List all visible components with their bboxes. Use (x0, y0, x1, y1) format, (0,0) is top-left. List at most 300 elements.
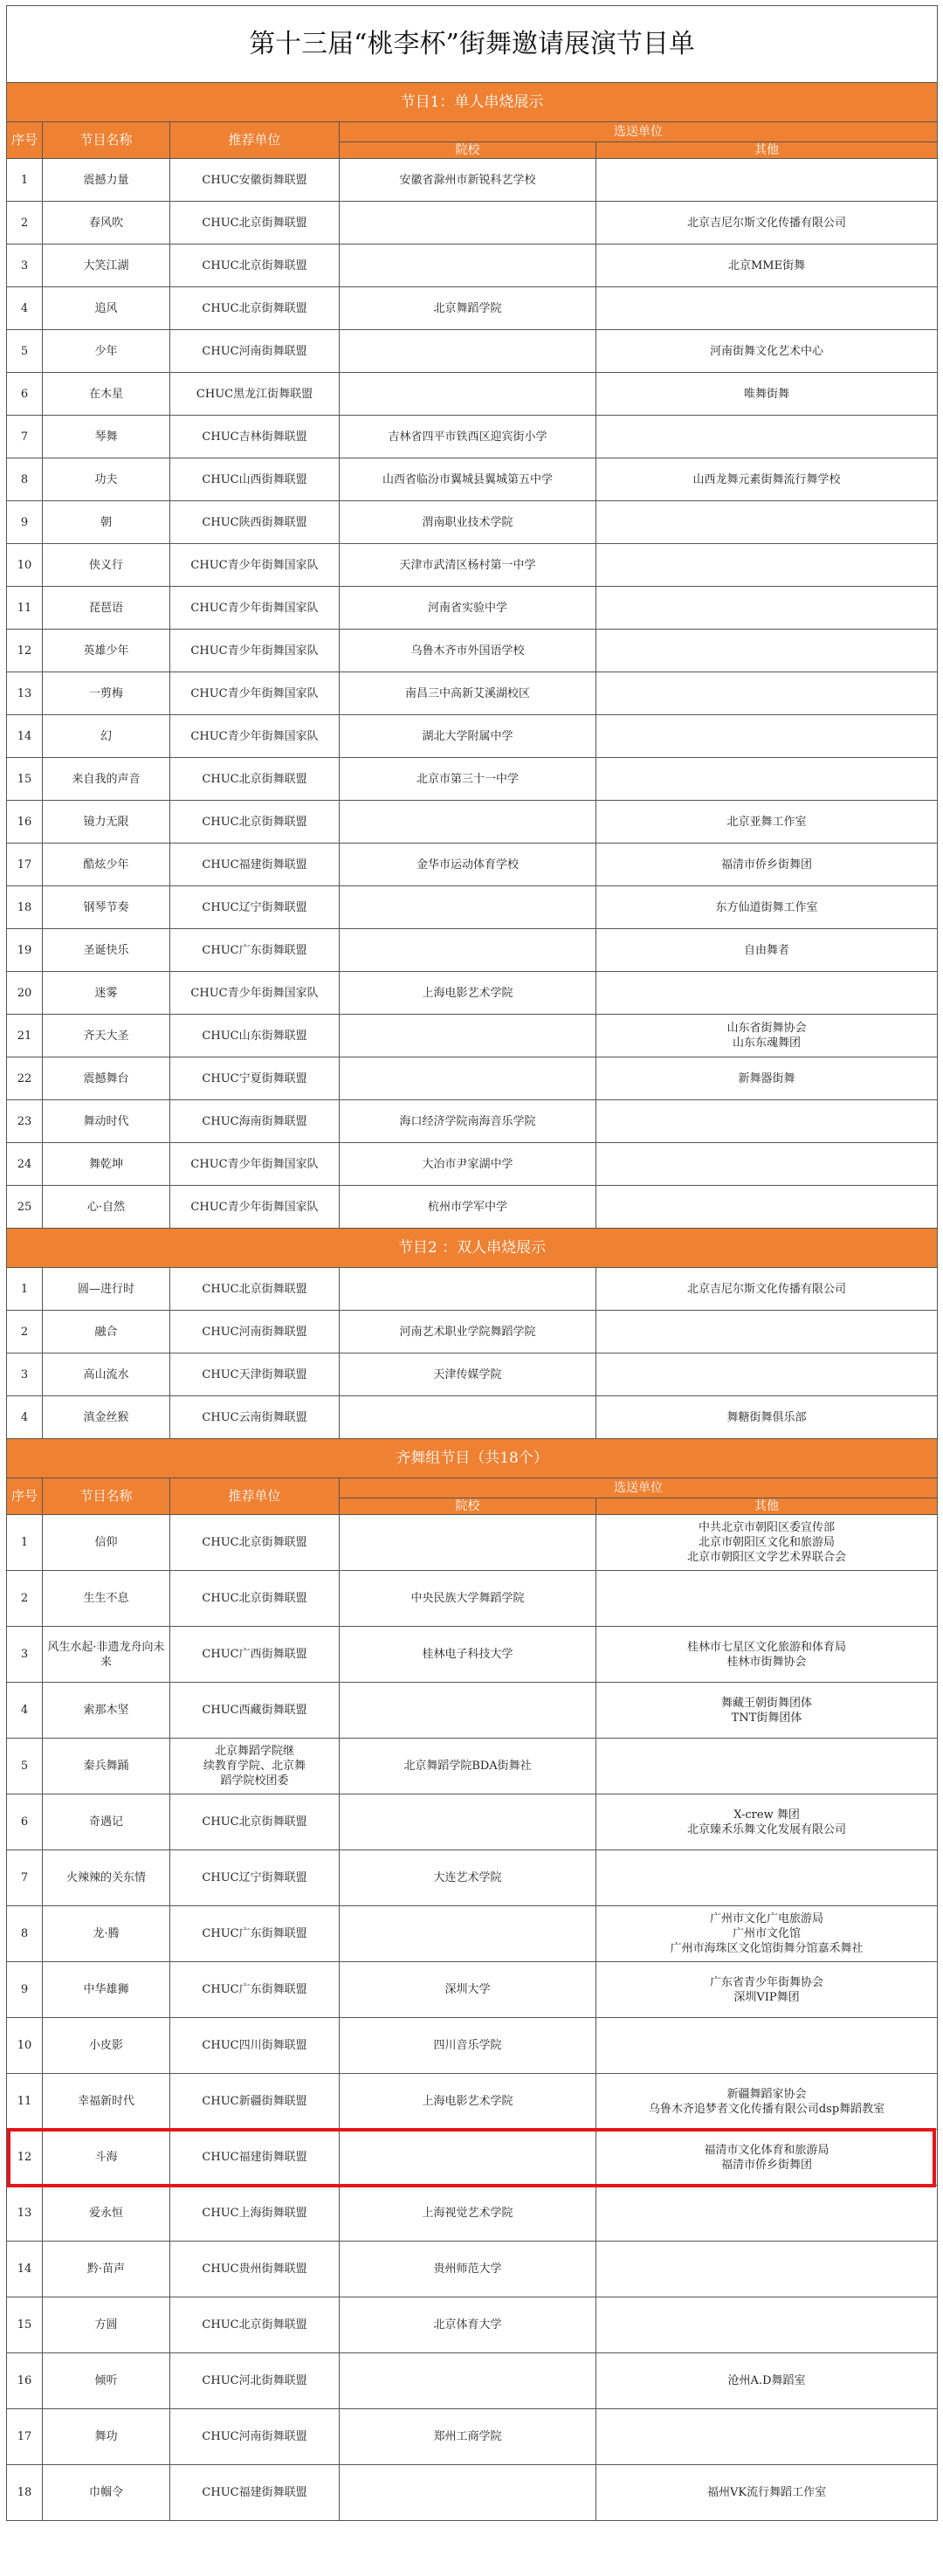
cell-program-name: 琵琶语 (43, 587, 170, 630)
table-row (7, 1353, 938, 1396)
section-title: 节目1：单人串烧展示 (7, 83, 938, 122)
cell-no: 20 (7, 972, 43, 1015)
cell-school (340, 1015, 596, 1057)
cell-other (596, 544, 938, 587)
cell-recommender: CHUC辽宁街舞联盟 (170, 886, 340, 929)
table-row (7, 373, 938, 416)
cell-program-name: 镜力无限 (43, 801, 170, 844)
cell-school (340, 330, 596, 373)
cell-program-name: 迷雾 (43, 972, 170, 1015)
cell-other (596, 2186, 938, 2242)
cell-other (596, 715, 938, 758)
table-row (7, 2074, 938, 2130)
cell-recommender: CHUC广东街舞联盟 (170, 1962, 340, 2018)
header-school: 院校 (340, 1498, 596, 1515)
table-row (7, 1515, 938, 1571)
cell-school: 北京市第三十一中学 (340, 758, 596, 801)
cell-recommender: CHUC青少年街舞国家队 (170, 630, 340, 672)
cell-program-name: 舞功 (43, 2409, 170, 2465)
cell-program-name: 斗海 (43, 2130, 170, 2186)
cell-no: 3 (7, 245, 43, 287)
cell-recommender: CHUC天津街舞联盟 (170, 1353, 340, 1396)
cell-no: 17 (7, 844, 43, 886)
cell-recommender: CHUC海南街舞联盟 (170, 1100, 340, 1143)
table-row (7, 1850, 938, 1906)
cell-other: 东方仙道街舞工作室 (596, 886, 938, 929)
program-sheet (6, 5, 937, 2521)
cell-other: 自由舞者 (596, 929, 938, 972)
cell-school (340, 1515, 596, 1571)
cell-no: 18 (7, 886, 43, 929)
cell-recommender: CHUC北京街舞联盟 (170, 758, 340, 801)
cell-school (340, 1794, 596, 1850)
cell-other: 舞藏王朝街舞团体 TNT街舞团体 (596, 1683, 938, 1739)
cell-other: 山东省街舞协会 山东东魂舞团 (596, 1015, 938, 1057)
cell-school: 南昌三中高新艾溪湖校区 (340, 672, 596, 715)
cell-no: 4 (7, 287, 43, 330)
cell-no: 25 (7, 1186, 43, 1229)
cell-school: 郑州工商学院 (340, 2409, 596, 2465)
cell-recommender: CHUC北京街舞联盟 (170, 1268, 340, 1311)
cell-other: 北京MME街舞 (596, 245, 938, 287)
section-header (7, 1439, 938, 1478)
cell-program-name: 龙·腾 (43, 1906, 170, 1962)
cell-recommender: CHUC河南街舞联盟 (170, 2409, 340, 2465)
cell-program-name: 圣诞快乐 (43, 929, 170, 972)
section-title: 齐舞组节目（共18个） (7, 1439, 938, 1478)
cell-no: 16 (7, 801, 43, 844)
cell-no: 10 (7, 2018, 43, 2074)
table-row (7, 1311, 938, 1353)
table-row (7, 2018, 938, 2074)
cell-school (340, 929, 596, 972)
cell-program-name: 中华雄狮 (43, 1962, 170, 2018)
table-row (7, 587, 938, 630)
cell-no: 14 (7, 2242, 43, 2297)
header-other: 其他 (596, 1498, 938, 1515)
cell-other (596, 159, 938, 202)
cell-program-name: 幸福新时代 (43, 2074, 170, 2130)
cell-other: X-crew 舞团 北京臻禾乐舞文化发展有限公司 (596, 1794, 938, 1850)
cell-program-name: 黔·苗声 (43, 2242, 170, 2297)
cell-school: 杭州市学军中学 (340, 1186, 596, 1229)
cell-recommender: CHUC青少年街舞国家队 (170, 1143, 340, 1186)
cell-recommender: CHUC广东街舞联盟 (170, 929, 340, 972)
table-row (7, 458, 938, 501)
cell-program-name: 舞动时代 (43, 1100, 170, 1143)
cell-recommender: CHUC辽宁街舞联盟 (170, 1850, 340, 1906)
cell-other (596, 1311, 938, 1353)
cell-program-name: 侠义行 (43, 544, 170, 587)
cell-no: 8 (7, 458, 43, 501)
cell-school: 天津市武清区杨村第一中学 (340, 544, 596, 587)
cell-school: 上海电影艺术学院 (340, 972, 596, 1015)
cell-recommender: 北京舞蹈学院继 续教育学院、北京舞 蹈学院校团委 (170, 1739, 340, 1794)
cell-other: 桂林市七星区文化旅游和体育局 桂林市街舞协会 (596, 1627, 938, 1683)
cell-no: 16 (7, 2353, 43, 2409)
cell-recommender: CHUC北京街舞联盟 (170, 2297, 340, 2353)
cell-other: 舞糖街舞俱乐部 (596, 1396, 938, 1439)
cell-no: 1 (7, 1515, 43, 1571)
cell-other (596, 758, 938, 801)
table-row (7, 1962, 938, 2018)
cell-school: 湖北大学附属中学 (340, 715, 596, 758)
table-row (7, 672, 938, 715)
cell-other: 广东省青少年街舞协会 深圳VIP舞团 (596, 1962, 938, 2018)
table-row (7, 2465, 938, 2521)
cell-program-name: 钢琴节奏 (43, 886, 170, 929)
cell-no: 17 (7, 2409, 43, 2465)
cell-recommender: CHUC河南街舞联盟 (170, 1311, 340, 1353)
cell-program-name: 倾听 (43, 2353, 170, 2409)
cell-school (340, 2353, 596, 2409)
cell-recommender: CHUC福建街舞联盟 (170, 2465, 340, 2521)
cell-other (596, 1850, 938, 1906)
cell-program-name: 巾帼令 (43, 2465, 170, 2521)
cell-other (596, 1571, 938, 1627)
table-row (7, 544, 938, 587)
cell-other (596, 2242, 938, 2297)
cell-recommender: CHUC北京街舞联盟 (170, 801, 340, 844)
cell-recommender: CHUC福建街舞联盟 (170, 2130, 340, 2186)
cell-program-name: 融合 (43, 1311, 170, 1353)
cell-program-name: 风生水起·非遗龙舟向未来 (43, 1627, 170, 1683)
table-row (7, 1396, 938, 1439)
table-row (7, 715, 938, 758)
header-other: 其他 (596, 142, 938, 159)
cell-program-name: 春风吹 (43, 202, 170, 245)
table-row (7, 1015, 938, 1057)
header-name: 节目名称 (43, 122, 170, 159)
cell-other (596, 630, 938, 672)
cell-no: 3 (7, 1627, 43, 1683)
cell-no: 9 (7, 1962, 43, 2018)
cell-other: 河南街舞文化艺术中心 (596, 330, 938, 373)
cell-school: 金华市运动体育学校 (340, 844, 596, 886)
table-row (7, 1268, 938, 1311)
cell-school: 吉林省四平市铁西区迎宾街小学 (340, 416, 596, 458)
cell-other (596, 1143, 938, 1186)
cell-school (340, 2130, 596, 2186)
cell-no: 1 (7, 159, 43, 202)
cell-school (340, 202, 596, 245)
table-row (7, 245, 938, 287)
section-header (7, 83, 938, 122)
table-row (7, 1794, 938, 1850)
cell-school: 大连艺术学院 (340, 1850, 596, 1906)
cell-school: 北京舞蹈学院 (340, 287, 596, 330)
cell-program-name: 秦兵舞踊 (43, 1739, 170, 1794)
table-row (7, 2409, 938, 2465)
cell-school (340, 1057, 596, 1100)
cell-recommender: CHUC北京街舞联盟 (170, 1515, 340, 1571)
cell-other (596, 1100, 938, 1143)
table-row (7, 929, 938, 972)
cell-program-name: 琴舞 (43, 416, 170, 458)
cell-other (596, 972, 938, 1015)
header-selecting-unit: 选送单位 (340, 122, 938, 142)
cell-school (340, 1268, 596, 1311)
cell-other (596, 416, 938, 458)
cell-recommender: CHUC西藏街舞联盟 (170, 1683, 340, 1739)
cell-no: 4 (7, 1683, 43, 1739)
program-table (6, 5, 938, 2521)
table-row (7, 330, 938, 373)
cell-program-name: 功夫 (43, 458, 170, 501)
table-row (7, 886, 938, 929)
cell-school: 桂林电子科技大学 (340, 1627, 596, 1683)
column-header-row (7, 1478, 938, 1498)
table-row (7, 2186, 938, 2242)
cell-no: 3 (7, 1353, 43, 1396)
cell-recommender: CHUC北京街舞联盟 (170, 1794, 340, 1850)
cell-no: 6 (7, 373, 43, 416)
table-row (7, 1143, 938, 1186)
cell-no: 5 (7, 1739, 43, 1794)
table-row (7, 1100, 938, 1143)
cell-other (596, 2409, 938, 2465)
cell-program-name: 幻 (43, 715, 170, 758)
cell-program-name: 朝 (43, 501, 170, 544)
cell-other: 沧州A.D舞蹈室 (596, 2353, 938, 2409)
cell-no: 19 (7, 929, 43, 972)
cell-program-name: 圆—进行时 (43, 1268, 170, 1311)
cell-recommender: CHUC青少年街舞国家队 (170, 715, 340, 758)
cell-other (596, 672, 938, 715)
cell-school: 贵州师范大学 (340, 2242, 596, 2297)
cell-no: 11 (7, 2074, 43, 2130)
cell-no: 13 (7, 672, 43, 715)
cell-recommender: CHUC北京街舞联盟 (170, 1571, 340, 1627)
cell-other (596, 2297, 938, 2353)
cell-no: 7 (7, 416, 43, 458)
cell-school: 天津传媒学院 (340, 1353, 596, 1396)
cell-program-name: 信仰 (43, 1515, 170, 1571)
table-row (7, 630, 938, 672)
page-title: 第十三届“桃李杯”街舞邀请展演节目单 (7, 6, 938, 83)
cell-other: 北京吉尼尔斯文化传播有限公司 (596, 202, 938, 245)
cell-school: 乌鲁木齐市外国语学校 (340, 630, 596, 672)
cell-recommender: CHUC上海街舞联盟 (170, 2186, 340, 2242)
cell-no: 8 (7, 1906, 43, 1962)
cell-other: 广州市文化广电旅游局 广州市文化馆 广州市海珠区文化馆街舞分馆嘉禾舞社 (596, 1906, 938, 1962)
cell-no: 21 (7, 1015, 43, 1057)
section-title: 节目2 ：双人串烧展示 (7, 1229, 938, 1268)
cell-recommender: CHUC青少年街舞国家队 (170, 1186, 340, 1229)
cell-program-name: 追风 (43, 287, 170, 330)
cell-recommender: CHUC河南街舞联盟 (170, 330, 340, 373)
cell-other: 中共北京市朝阳区委宣传部 北京市朝阳区文化和旅游局 北京市朝阳区文学艺术界联合会 (596, 1515, 938, 1571)
cell-other (596, 501, 938, 544)
cell-no: 12 (7, 630, 43, 672)
cell-program-name: 方圆 (43, 2297, 170, 2353)
cell-program-name: 少年 (43, 330, 170, 373)
table-row (7, 801, 938, 844)
cell-recommender: CHUC北京街舞联盟 (170, 287, 340, 330)
table-row (7, 1057, 938, 1100)
cell-program-name: 滇金丝猴 (43, 1396, 170, 1439)
cell-school: 中央民族大学舞蹈学院 (340, 1571, 596, 1627)
cell-program-name: 小皮影 (43, 2018, 170, 2074)
cell-recommender: CHUC安徽街舞联盟 (170, 159, 340, 202)
table-row (7, 202, 938, 245)
table-row (7, 2242, 938, 2297)
table-row (7, 972, 938, 1015)
cell-other: 新舞器街舞 (596, 1057, 938, 1100)
header-school: 院校 (340, 142, 596, 159)
cell-no: 10 (7, 544, 43, 587)
cell-no: 15 (7, 758, 43, 801)
table-row (7, 2353, 938, 2409)
table-row (7, 1683, 938, 1739)
cell-recommender: CHUC青少年街舞国家队 (170, 672, 340, 715)
cell-recommender: CHUC宁夏街舞联盟 (170, 1057, 340, 1100)
cell-other: 福清市文化体育和旅游局 福清市侨乡街舞团 (596, 2130, 938, 2186)
cell-school (340, 1683, 596, 1739)
table-row (7, 1186, 938, 1229)
cell-recommender: CHUC青少年街舞国家队 (170, 587, 340, 630)
cell-no: 5 (7, 330, 43, 373)
cell-school (340, 801, 596, 844)
cell-no: 24 (7, 1143, 43, 1186)
cell-no: 22 (7, 1057, 43, 1100)
cell-school (340, 1906, 596, 1962)
cell-no: 12 (7, 2130, 43, 2186)
cell-no: 18 (7, 2465, 43, 2521)
cell-program-name: 在木星 (43, 373, 170, 416)
cell-recommender: CHUC河北街舞联盟 (170, 2353, 340, 2409)
header-recommender: 推荐单位 (170, 1478, 340, 1515)
cell-no: 2 (7, 1311, 43, 1353)
cell-other (596, 587, 938, 630)
cell-school: 海口经济学院南海音乐学院 (340, 1100, 596, 1143)
cell-no: 13 (7, 2186, 43, 2242)
cell-school: 上海视觉艺术学院 (340, 2186, 596, 2242)
cell-no: 14 (7, 715, 43, 758)
table-row (7, 2130, 938, 2186)
cell-other: 北京吉尼尔斯文化传播有限公司 (596, 1268, 938, 1311)
cell-other (596, 287, 938, 330)
table-row (7, 1906, 938, 1962)
cell-program-name: 生生不息 (43, 1571, 170, 1627)
cell-program-name: 奇遇记 (43, 1794, 170, 1850)
cell-recommender: CHUC青少年街舞国家队 (170, 544, 340, 587)
header-no: 序号 (7, 122, 43, 159)
cell-school: 深圳大学 (340, 1962, 596, 2018)
cell-school: 河南艺术职业学院舞蹈学院 (340, 1311, 596, 1353)
cell-other: 山西龙舞元素街舞流行舞学校 (596, 458, 938, 501)
cell-recommender: CHUC陕西街舞联盟 (170, 501, 340, 544)
cell-program-name: 一剪梅 (43, 672, 170, 715)
cell-other: 新疆舞蹈家协会 乌鲁木齐追梦者文化传播有限公司dsp舞蹈教室 (596, 2074, 938, 2130)
cell-program-name: 震撼力量 (43, 159, 170, 202)
cell-program-name: 酷炫少年 (43, 844, 170, 886)
cell-other: 唯舞街舞 (596, 373, 938, 416)
cell-recommender: CHUC广东街舞联盟 (170, 1906, 340, 1962)
table-row (7, 1571, 938, 1627)
cell-recommender: CHUC吉林街舞联盟 (170, 416, 340, 458)
cell-no: 11 (7, 587, 43, 630)
header-name: 节目名称 (43, 1478, 170, 1515)
cell-recommender: CHUC福建街舞联盟 (170, 844, 340, 886)
cell-school: 渭南职业技术学院 (340, 501, 596, 544)
table-row (7, 2297, 938, 2353)
cell-program-name: 爱永恒 (43, 2186, 170, 2242)
section-header (7, 1229, 938, 1268)
table-row (7, 1627, 938, 1683)
cell-recommender: CHUC云南街舞联盟 (170, 1396, 340, 1439)
cell-no: 6 (7, 1794, 43, 1850)
table-row (7, 416, 938, 458)
cell-no: 9 (7, 501, 43, 544)
cell-other (596, 1186, 938, 1229)
cell-recommender: CHUC山西街舞联盟 (170, 458, 340, 501)
cell-recommender: CHUC北京街舞联盟 (170, 202, 340, 245)
cell-other: 北京亚舞工作室 (596, 801, 938, 844)
cell-no: 23 (7, 1100, 43, 1143)
table-row (7, 501, 938, 544)
header-selecting-unit: 选送单位 (340, 1478, 938, 1498)
cell-school: 河南省实验中学 (340, 587, 596, 630)
cell-other: 福州VK流行舞蹈工作室 (596, 2465, 938, 2521)
cell-no: 4 (7, 1396, 43, 1439)
cell-recommender: CHUC贵州街舞联盟 (170, 2242, 340, 2297)
cell-program-name: 索那木坚 (43, 1683, 170, 1739)
cell-other (596, 1739, 938, 1794)
table-row (7, 844, 938, 886)
cell-program-name: 震撼舞台 (43, 1057, 170, 1100)
cell-program-name: 心·自然 (43, 1186, 170, 1229)
table-row (7, 758, 938, 801)
cell-school (340, 373, 596, 416)
cell-no: 2 (7, 202, 43, 245)
cell-recommender: CHUC新疆街舞联盟 (170, 2074, 340, 2130)
cell-no: 1 (7, 1268, 43, 1311)
cell-program-name: 高山流水 (43, 1353, 170, 1396)
cell-school (340, 886, 596, 929)
cell-recommender: CHUC北京街舞联盟 (170, 245, 340, 287)
cell-school: 北京体育大学 (340, 2297, 596, 2353)
table-row (7, 287, 938, 330)
cell-program-name: 火辣辣的关东情 (43, 1850, 170, 1906)
cell-other (596, 2018, 938, 2074)
cell-program-name: 大笑江湖 (43, 245, 170, 287)
cell-no: 15 (7, 2297, 43, 2353)
cell-program-name: 舞乾坤 (43, 1143, 170, 1186)
cell-school: 北京舞蹈学院BDA街舞社 (340, 1739, 596, 1794)
cell-program-name: 英雄少年 (43, 630, 170, 672)
cell-other (596, 1353, 938, 1396)
cell-program-name: 来自我的声音 (43, 758, 170, 801)
cell-recommender: CHUC山东街舞联盟 (170, 1015, 340, 1057)
cell-other: 福清市侨乡街舞团 (596, 844, 938, 886)
cell-school (340, 2465, 596, 2521)
cell-recommender: CHUC黑龙江街舞联盟 (170, 373, 340, 416)
cell-recommender: CHUC青少年街舞国家队 (170, 972, 340, 1015)
column-header-row (7, 122, 938, 142)
cell-school (340, 1396, 596, 1439)
cell-school: 上海电影艺术学院 (340, 2074, 596, 2130)
cell-school: 山西省临汾市翼城县翼城第五中学 (340, 458, 596, 501)
cell-no: 7 (7, 1850, 43, 1906)
header-no: 序号 (7, 1478, 43, 1515)
cell-school: 四川音乐学院 (340, 2018, 596, 2074)
cell-school (340, 245, 596, 287)
cell-school: 大冶市尹家湖中学 (340, 1143, 596, 1186)
header-recommender: 推荐单位 (170, 122, 340, 159)
table-row (7, 1739, 938, 1794)
table-row (7, 159, 938, 202)
